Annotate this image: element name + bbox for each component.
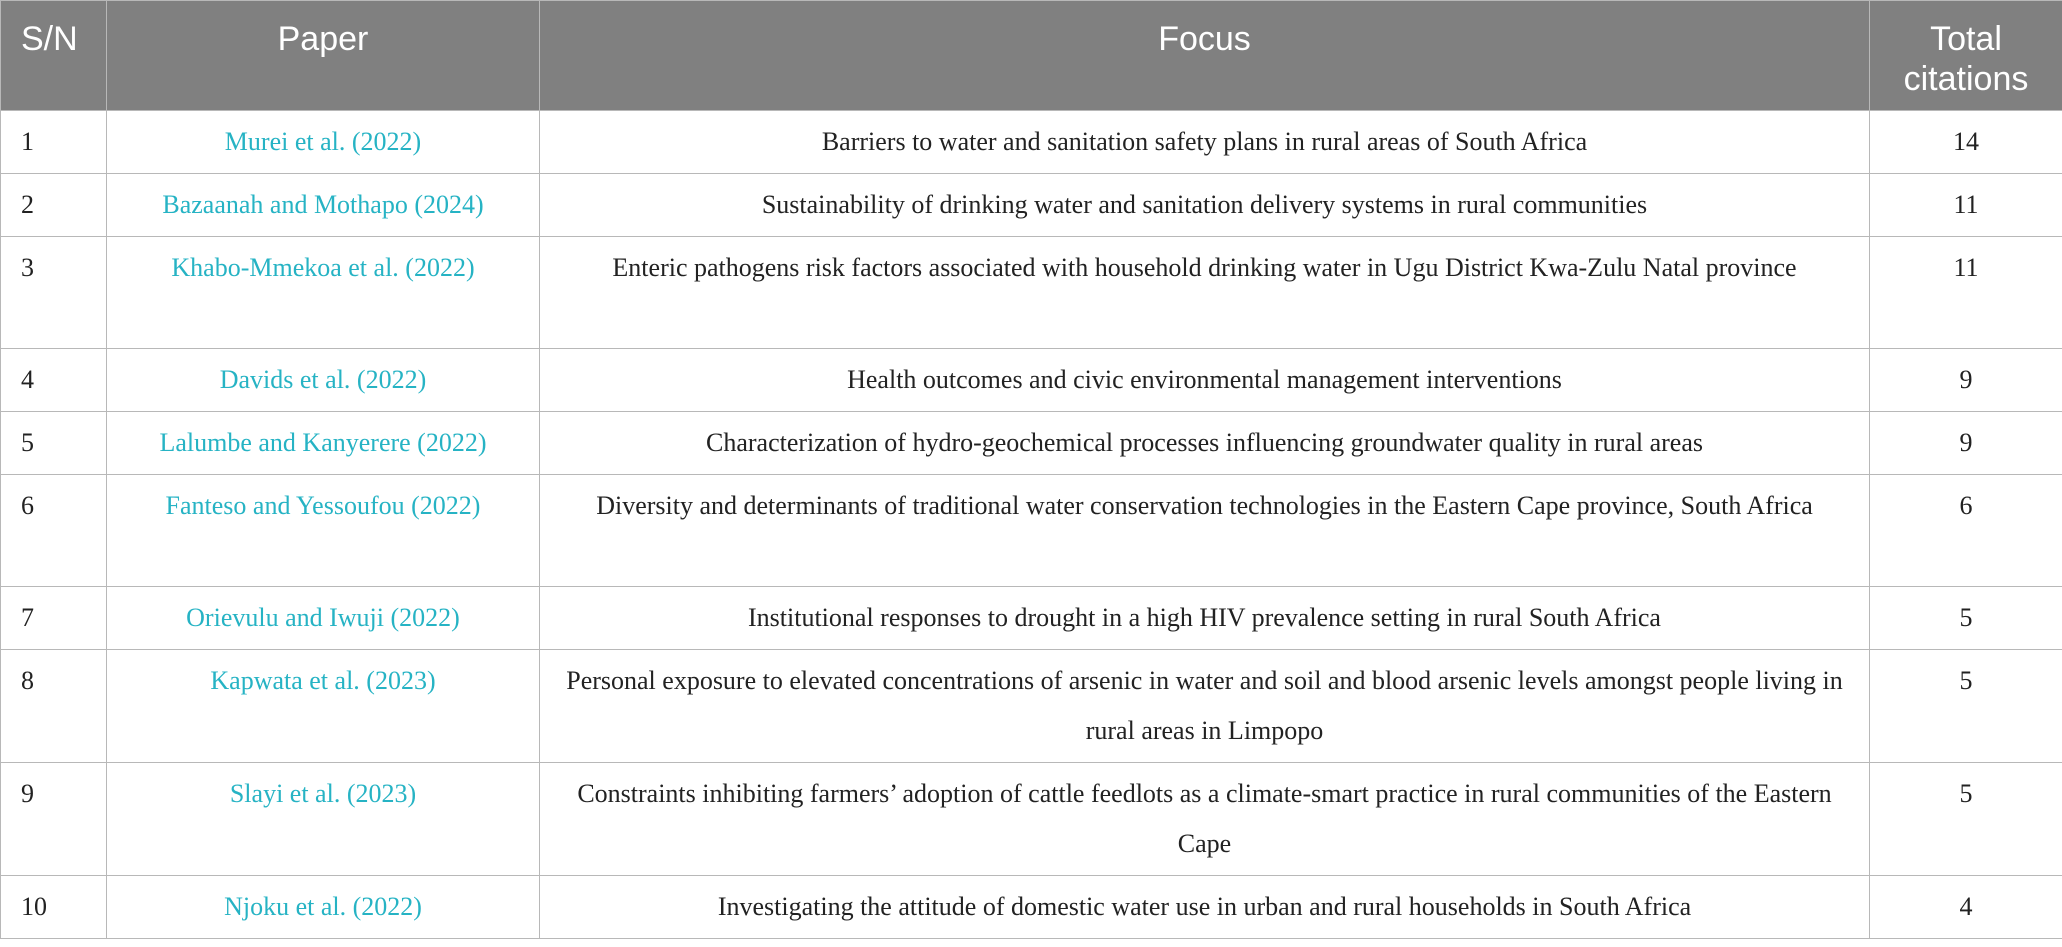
header-row xyxy=(1,1,2062,111)
paper-link[interactable]: Njoku et al. (2022) xyxy=(107,876,540,939)
row-citations: 9 xyxy=(1870,412,2062,475)
row-citations: 6 xyxy=(1870,475,2062,587)
row-focus: Characterization of hydro-geochemical processes influencing groundwater quality in rural areas xyxy=(540,412,1870,475)
paper-link[interactable]: Davids et al. (2022) xyxy=(107,349,540,412)
row-citations: 5 xyxy=(1870,587,2062,650)
paper-link[interactable]: Slayi et al. (2023) xyxy=(107,763,540,876)
row-citations: 5 xyxy=(1870,650,2062,763)
row-sn: 2 xyxy=(1,174,107,237)
table-row xyxy=(1,475,2062,587)
table-body xyxy=(1,111,2062,939)
row-citations: 4 xyxy=(1870,876,2062,939)
table-row xyxy=(1,650,2062,763)
row-focus: Institutional responses to drought in a high HIV prevalence setting in rural South Africa xyxy=(540,587,1870,650)
header-sn: S/N xyxy=(1,1,107,111)
row-focus: Diversity and determinants of traditional water conservation technologies in the Eastern Cape province, South Africa xyxy=(540,475,1870,587)
row-focus: Constraints inhibiting farmers’ adoption of cattle feedlots as a climate-smart practice in rural communities of the Eastern Cape xyxy=(540,763,1870,876)
row-focus: Sustainability of drinking water and sanitation delivery systems in rural communities xyxy=(540,174,1870,237)
row-sn: 5 xyxy=(1,412,107,475)
table-row xyxy=(1,876,2062,939)
row-sn: 10 xyxy=(1,876,107,939)
table-row xyxy=(1,174,2062,237)
table-row xyxy=(1,111,2062,174)
paper-link[interactable]: Orievulu and Iwuji (2022) xyxy=(107,587,540,650)
row-focus: Enteric pathogens risk factors associated with household drinking water in Ugu District Kwa-Zulu Natal province xyxy=(540,237,1870,349)
row-sn: 3 xyxy=(1,237,107,349)
paper-link[interactable]: Bazaanah and Mothapo (2024) xyxy=(107,174,540,237)
table-row xyxy=(1,237,2062,349)
table-row xyxy=(1,412,2062,475)
row-sn: 6 xyxy=(1,475,107,587)
paper-link[interactable]: Khabo-Mmekoa et al. (2022) xyxy=(107,237,540,349)
row-focus: Health outcomes and civic environmental management interventions xyxy=(540,349,1870,412)
row-citations: 5 xyxy=(1870,763,2062,876)
row-citations: 11 xyxy=(1870,237,2062,349)
table-row xyxy=(1,349,2062,412)
row-sn: 4 xyxy=(1,349,107,412)
table-row xyxy=(1,763,2062,876)
row-citations: 9 xyxy=(1870,349,2062,412)
row-sn: 1 xyxy=(1,111,107,174)
header-focus: Focus xyxy=(540,1,1870,111)
row-focus: Personal exposure to elevated concentrations of arsenic in water and soil and blood arsenic levels amongst people living in rural areas in Limpopo xyxy=(540,650,1870,763)
table-row xyxy=(1,587,2062,650)
table-header xyxy=(1,1,2062,111)
header-paper: Paper xyxy=(107,1,540,111)
row-sn: 8 xyxy=(1,650,107,763)
paper-link[interactable]: Lalumbe and Kanyerere (2022) xyxy=(107,412,540,475)
row-citations: 11 xyxy=(1870,174,2062,237)
row-focus: Barriers to water and sanitation safety plans in rural areas of South Africa xyxy=(540,111,1870,174)
row-sn: 9 xyxy=(1,763,107,876)
row-sn: 7 xyxy=(1,587,107,650)
paper-link[interactable]: Fanteso and Yessoufou (2022) xyxy=(107,475,540,587)
row-focus: Investigating the attitude of domestic water use in urban and rural households in South Africa xyxy=(540,876,1870,939)
paper-link[interactable]: Kapwata et al. (2023) xyxy=(107,650,540,763)
header-total-citations: Total citations xyxy=(1870,1,2062,111)
row-citations: 14 xyxy=(1870,111,2062,174)
paper-link[interactable]: Murei et al. (2022) xyxy=(107,111,540,174)
